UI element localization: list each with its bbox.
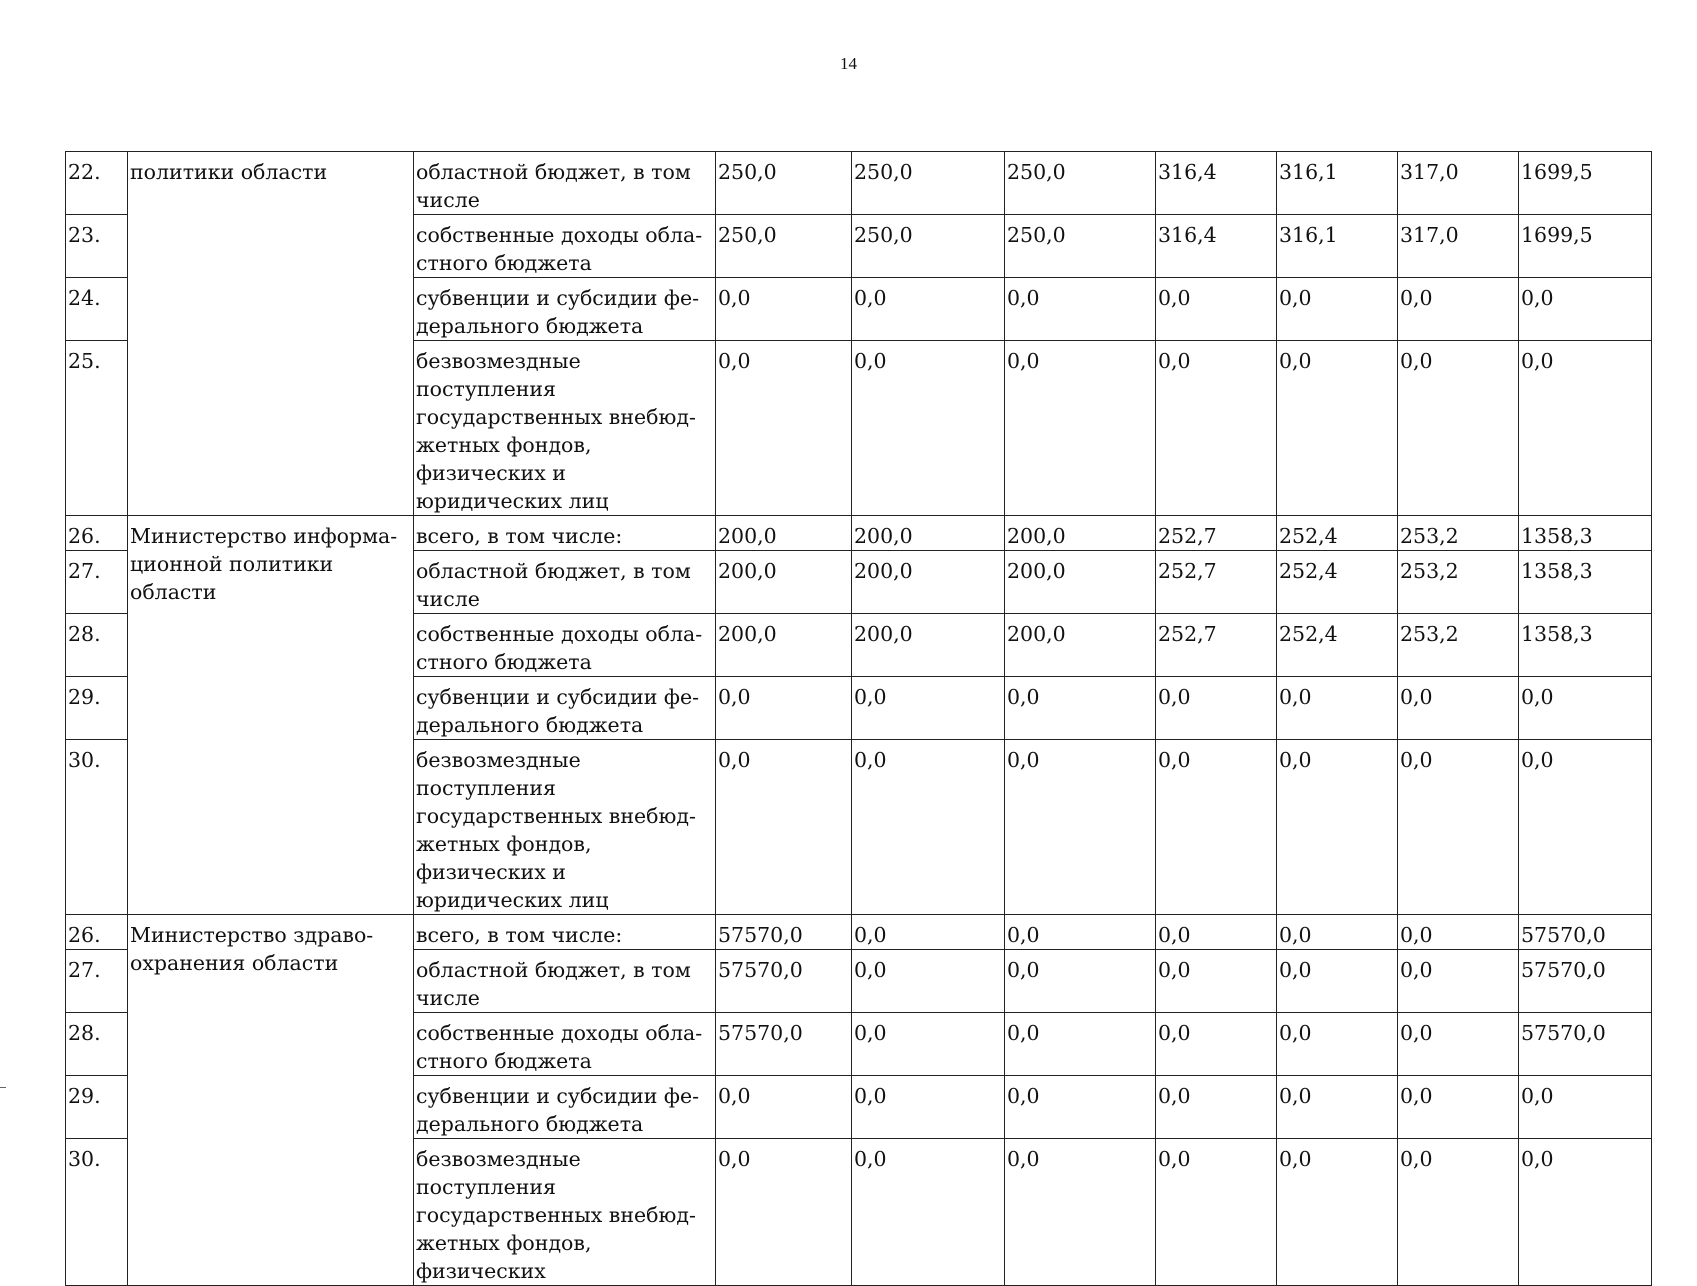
row-number: 23.	[66, 215, 128, 278]
funding-source-cell: собственные доходы обла-стного бюджета	[414, 1013, 716, 1076]
value-cell: 0,0	[852, 1076, 1005, 1139]
value-cell: 252,7	[1156, 516, 1277, 551]
page-number: 14	[840, 54, 857, 73]
value-cell: 250,0	[1005, 215, 1156, 278]
value-cell: 0,0	[716, 740, 852, 915]
value-cell: 0,0	[1398, 1139, 1519, 1286]
value-cell: 0,0	[1156, 341, 1277, 516]
value-cell: 0,0	[716, 341, 852, 516]
value-cell: 253,2	[1398, 551, 1519, 614]
row-number: 27.	[66, 950, 128, 1013]
value-cell: 200,0	[1005, 516, 1156, 551]
value-cell: 0,0	[1005, 278, 1156, 341]
value-cell: 200,0	[1005, 614, 1156, 677]
row-number: 24.	[66, 278, 128, 341]
value-cell: 253,2	[1398, 614, 1519, 677]
table-row	[66, 516, 1652, 551]
value-cell: 317,0	[1398, 152, 1519, 215]
value-cell: 250,0	[716, 215, 852, 278]
value-cell: 0,0	[1398, 915, 1519, 950]
organization-cell: политики области	[128, 152, 414, 516]
row-number: 28.	[66, 614, 128, 677]
value-cell: 0,0	[1005, 1139, 1156, 1286]
value-cell: 0,0	[1277, 1139, 1398, 1286]
value-cell: 0,0	[1005, 915, 1156, 950]
value-cell: 57570,0	[1519, 950, 1652, 1013]
funding-source-cell: субвенции и субсидии фе-дерального бюджета	[414, 278, 716, 341]
value-cell: 0,0	[852, 341, 1005, 516]
value-cell: 316,4	[1156, 215, 1277, 278]
value-cell: 0,0	[852, 278, 1005, 341]
value-cell: 316,1	[1277, 152, 1398, 215]
value-cell: 0,0	[1519, 1076, 1652, 1139]
value-cell: 252,7	[1156, 614, 1277, 677]
funding-source-cell: субвенции и субсидии фе-дерального бюджета	[414, 1076, 716, 1139]
row-number: 29.	[66, 677, 128, 740]
value-cell: 0,0	[716, 1076, 852, 1139]
value-cell: 0,0	[852, 740, 1005, 915]
value-cell: 0,0	[1277, 1076, 1398, 1139]
value-cell: 250,0	[716, 152, 852, 215]
value-cell: 0,0	[716, 278, 852, 341]
value-cell: 200,0	[852, 516, 1005, 551]
funding-source-cell: областной бюджет, в том числе	[414, 950, 716, 1013]
row-number: 29.	[66, 1076, 128, 1139]
value-cell: 252,4	[1277, 551, 1398, 614]
value-cell: 0,0	[1277, 1013, 1398, 1076]
value-cell: 0,0	[1277, 278, 1398, 341]
value-cell: 0,0	[1519, 341, 1652, 516]
value-cell: 0,0	[852, 1139, 1005, 1286]
table-row	[66, 152, 1652, 215]
value-cell: 200,0	[852, 614, 1005, 677]
value-cell: 0,0	[716, 1139, 852, 1286]
value-cell: 0,0	[1005, 341, 1156, 516]
value-cell: 0,0	[1156, 740, 1277, 915]
value-cell: 0,0	[1156, 278, 1277, 341]
funding-source-cell: областной бюджет, в том числе	[414, 152, 716, 215]
value-cell: 0,0	[1277, 677, 1398, 740]
value-cell: 250,0	[852, 152, 1005, 215]
value-cell: 1699,5	[1519, 152, 1652, 215]
value-cell: 316,1	[1277, 215, 1398, 278]
funding-source-cell: безвозмездные поступления государственных внебюд-жетных фондов, физических	[414, 1139, 716, 1286]
value-cell: 1358,3	[1519, 551, 1652, 614]
value-cell: 0,0	[1156, 1076, 1277, 1139]
value-cell: 57570,0	[716, 1013, 852, 1076]
value-cell: 0,0	[1519, 278, 1652, 341]
value-cell: 0,0	[1519, 1139, 1652, 1286]
budget-table	[65, 151, 1652, 1286]
value-cell: 0,0	[716, 677, 852, 740]
value-cell: 0,0	[852, 950, 1005, 1013]
row-number: 28.	[66, 1013, 128, 1076]
value-cell: 0,0	[1005, 950, 1156, 1013]
value-cell: 252,4	[1277, 614, 1398, 677]
value-cell: 57570,0	[1519, 915, 1652, 950]
value-cell: 0,0	[1398, 341, 1519, 516]
value-cell: 0,0	[1277, 950, 1398, 1013]
value-cell: 252,4	[1277, 516, 1398, 551]
row-number: 27.	[66, 551, 128, 614]
value-cell: 1358,3	[1519, 614, 1652, 677]
funding-source-cell: безвозмездные поступления государственных внебюд-жетных фондов, физических и юридических лиц	[414, 341, 716, 516]
value-cell: 0,0	[1156, 1013, 1277, 1076]
value-cell: 200,0	[716, 614, 852, 677]
funding-source-cell: безвозмездные поступления государственных внебюд-жетных фондов, физических и юридических лиц	[414, 740, 716, 915]
value-cell: 200,0	[852, 551, 1005, 614]
value-cell: 317,0	[1398, 215, 1519, 278]
scan-mark	[0, 1087, 6, 1088]
value-cell: 0,0	[1398, 677, 1519, 740]
value-cell: 252,7	[1156, 551, 1277, 614]
funding-source-cell: всего, в том числе:	[414, 915, 716, 950]
value-cell: 0,0	[1156, 1139, 1277, 1286]
value-cell: 57570,0	[716, 950, 852, 1013]
value-cell: 1358,3	[1519, 516, 1652, 551]
value-cell: 0,0	[1156, 677, 1277, 740]
value-cell: 1699,5	[1519, 215, 1652, 278]
value-cell: 0,0	[852, 1013, 1005, 1076]
value-cell: 200,0	[716, 516, 852, 551]
value-cell: 0,0	[1398, 1076, 1519, 1139]
value-cell: 0,0	[1277, 915, 1398, 950]
value-cell: 200,0	[1005, 551, 1156, 614]
funding-source-cell: собственные доходы обла-стного бюджета	[414, 614, 716, 677]
value-cell: 57570,0	[716, 915, 852, 950]
value-cell: 0,0	[1398, 950, 1519, 1013]
value-cell: 316,4	[1156, 152, 1277, 215]
value-cell: 0,0	[1398, 1013, 1519, 1076]
value-cell: 0,0	[1005, 677, 1156, 740]
organization-cell: Министерство здраво-охранения области	[128, 915, 414, 1286]
value-cell: 0,0	[1519, 677, 1652, 740]
row-number: 30.	[66, 1139, 128, 1286]
value-cell: 0,0	[1005, 1076, 1156, 1139]
value-cell: 253,2	[1398, 516, 1519, 551]
value-cell: 200,0	[716, 551, 852, 614]
funding-source-cell: субвенции и субсидии фе-дерального бюджета	[414, 677, 716, 740]
row-number: 26.	[66, 516, 128, 551]
funding-source-cell: собственные доходы обла-стного бюджета	[414, 215, 716, 278]
value-cell: 250,0	[1005, 152, 1156, 215]
value-cell: 57570,0	[1519, 1013, 1652, 1076]
value-cell: 0,0	[852, 915, 1005, 950]
value-cell: 0,0	[1277, 740, 1398, 915]
value-cell: 0,0	[1005, 1013, 1156, 1076]
row-number: 30.	[66, 740, 128, 915]
value-cell: 0,0	[1005, 740, 1156, 915]
value-cell: 0,0	[852, 677, 1005, 740]
row-number: 25.	[66, 341, 128, 516]
table-row	[66, 915, 1652, 950]
organization-cell: Министерство информа-ционной политики области	[128, 516, 414, 915]
value-cell: 0,0	[1398, 740, 1519, 915]
funding-source-cell: областной бюджет, в том числе	[414, 551, 716, 614]
value-cell: 0,0	[1519, 740, 1652, 915]
row-number: 22.	[66, 152, 128, 215]
value-cell: 0,0	[1398, 278, 1519, 341]
row-number: 26.	[66, 915, 128, 950]
table-body	[66, 152, 1652, 1286]
value-cell: 250,0	[852, 215, 1005, 278]
value-cell: 0,0	[1156, 950, 1277, 1013]
funding-source-cell: всего, в том числе:	[414, 516, 716, 551]
value-cell: 0,0	[1156, 915, 1277, 950]
value-cell: 0,0	[1277, 341, 1398, 516]
